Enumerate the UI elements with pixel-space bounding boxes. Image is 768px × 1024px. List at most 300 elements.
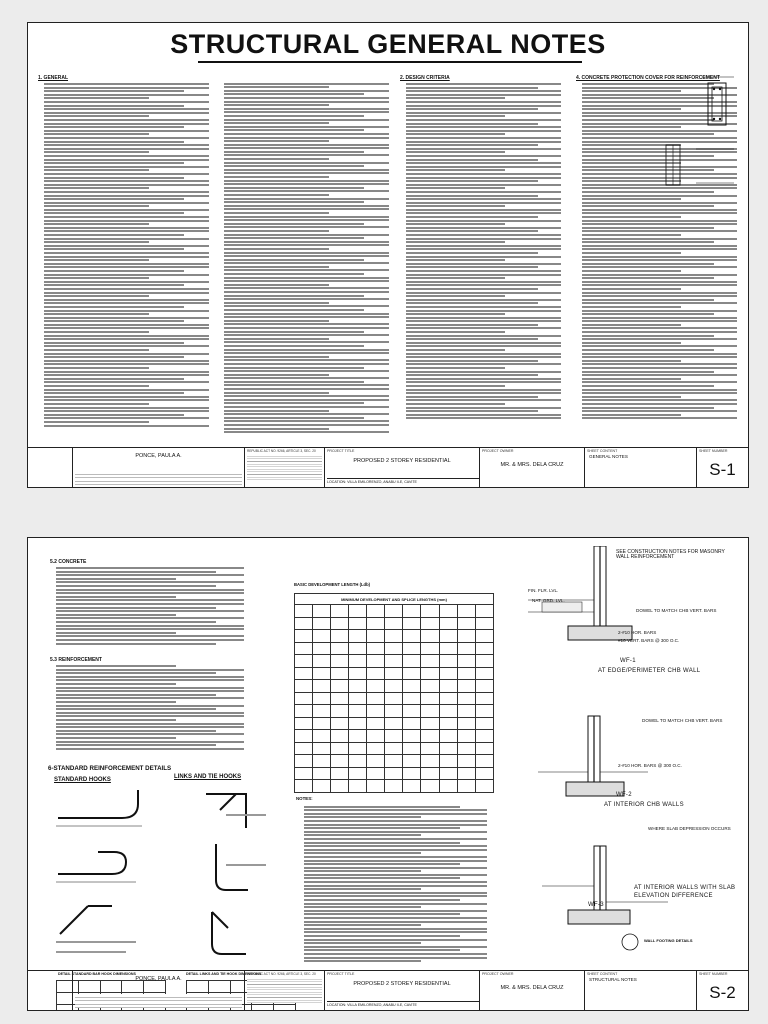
- fine-print-line: [224, 428, 329, 430]
- fine-print-line: [406, 205, 505, 207]
- table-cell: [313, 730, 331, 743]
- table-cell: [331, 755, 349, 768]
- table-cell: [367, 717, 385, 730]
- fine-print-line: [56, 708, 216, 710]
- table-cell: [475, 667, 493, 680]
- fine-print-line: [406, 177, 561, 179]
- table-cell: [349, 692, 367, 705]
- fine-print-line: [582, 313, 714, 315]
- fine-print-line: [224, 420, 389, 422]
- fine-print-line: [582, 119, 714, 121]
- table-cell: [439, 692, 457, 705]
- fine-print-line: [582, 108, 681, 110]
- table-cell: [421, 767, 439, 780]
- fine-print-line: [56, 690, 244, 692]
- table-cell: [331, 717, 349, 730]
- fine-print-line: [582, 356, 737, 358]
- fine-print-line: [406, 141, 561, 143]
- fine-print-line: [56, 697, 244, 699]
- fine-print-line: [44, 417, 209, 419]
- fine-print-line: [224, 280, 389, 282]
- table-cell: [475, 642, 493, 655]
- fine-print-line: [224, 302, 329, 304]
- table-cell: [367, 755, 385, 768]
- fine-print-line: [44, 148, 209, 150]
- fine-print-line: [224, 216, 389, 218]
- fine-print-line: [224, 359, 389, 361]
- table-cell: [295, 780, 313, 793]
- table-cell: [457, 705, 475, 718]
- table-cell: [367, 642, 385, 655]
- fine-print-line: [44, 248, 184, 250]
- fine-print-line: [224, 226, 389, 228]
- table-cell: [331, 730, 349, 743]
- fine-print-line: [406, 299, 561, 301]
- fine-print-line: [224, 165, 364, 167]
- table-cell: [421, 630, 439, 643]
- development-length-table: [294, 593, 494, 793]
- fine-print-line: [224, 212, 329, 214]
- table-cell: [331, 617, 349, 630]
- wf2-caption: AT INTERIOR CHB WALLS: [604, 802, 684, 808]
- fine-print-line: [44, 371, 209, 373]
- fine-print-line: [56, 719, 176, 721]
- fine-print-line: [406, 151, 505, 153]
- fine-print-line: [304, 881, 487, 883]
- fine-print-line: [582, 367, 737, 369]
- fine-print-line: [224, 345, 364, 347]
- table-cell: [457, 730, 475, 743]
- fine-print-line: [406, 180, 538, 182]
- table-cell: [457, 617, 475, 630]
- fine-print-line: [224, 316, 389, 318]
- fine-print-line: [56, 589, 244, 591]
- fine-print-line: [406, 245, 561, 247]
- fine-print-line: [304, 939, 487, 941]
- general-notes-column-1: [38, 73, 213, 443]
- concrete-legend-title: 5.2 CONCRETE: [50, 559, 87, 565]
- table-cell: [421, 642, 439, 655]
- fine-print-line: [44, 241, 149, 243]
- fine-print-line: [224, 205, 389, 207]
- table-cell: [367, 617, 385, 630]
- table-cell: [403, 742, 421, 755]
- fine-print-line: [224, 395, 389, 397]
- fine-print-line: [406, 83, 561, 85]
- fine-print-line: [44, 378, 184, 380]
- fine-print-line: [44, 227, 209, 229]
- fine-print-line: [44, 374, 209, 376]
- fine-print-line: [56, 748, 244, 750]
- fine-print-line: [224, 262, 389, 264]
- fine-print-line: [56, 669, 244, 671]
- fine-print-line: [406, 374, 538, 376]
- table-cell: [403, 717, 421, 730]
- table-cell: [385, 655, 403, 668]
- fine-print-line: [304, 838, 487, 840]
- fine-print-line: [582, 327, 737, 329]
- fine-print-line: [44, 288, 209, 290]
- fine-print-line: [224, 172, 389, 174]
- table-cell: [421, 667, 439, 680]
- wf1-label: WF-1: [620, 658, 636, 664]
- table-cell: [457, 642, 475, 655]
- fine-print-line: [224, 104, 329, 106]
- fine-print-line: [224, 309, 364, 311]
- table-cell: [331, 780, 349, 793]
- fine-print-line: [44, 112, 209, 114]
- table-cell: [475, 755, 493, 768]
- table-cell: [457, 630, 475, 643]
- fine-print-line: [224, 295, 364, 297]
- fine-print-line: [44, 367, 149, 369]
- fine-print-line: [304, 946, 487, 948]
- fine-print-line: [406, 288, 538, 290]
- engineer-name: PONCE, PAULA A.: [135, 976, 182, 982]
- fine-print-line: [224, 384, 389, 386]
- tb-content: [585, 971, 697, 1010]
- table-cell: [349, 667, 367, 680]
- table-cell: [439, 730, 457, 743]
- fine-print-line: [224, 248, 329, 250]
- fine-print-line: [304, 849, 487, 851]
- table-cell: [439, 742, 457, 755]
- table-cell: [349, 605, 367, 618]
- fine-print-line: [406, 184, 561, 186]
- fine-print-line: [44, 141, 184, 143]
- table-cell: [349, 767, 367, 780]
- fine-print-line: [406, 263, 561, 265]
- table-cell: [313, 705, 331, 718]
- bars-label-1: 2-#10 HOR. BARS: [618, 630, 657, 635]
- sheet-title: STRUCTURAL GENERAL NOTES: [170, 29, 606, 59]
- table-cell: [331, 742, 349, 755]
- fine-print-line: [224, 237, 364, 239]
- project-location: LOCATION: VILLA EMILORENZO, ANABU II-E, CAVITE: [327, 1001, 479, 1007]
- table-cell: [421, 730, 439, 743]
- fine-print-line: [582, 97, 714, 99]
- fine-print-line: [304, 921, 487, 923]
- fine-print-line: [406, 209, 561, 211]
- fine-print-line: [406, 223, 505, 225]
- fine-print-line: [582, 399, 737, 401]
- fine-print-line: [56, 723, 244, 725]
- fine-print-line: [406, 345, 561, 347]
- fine-print-line: [56, 672, 216, 674]
- fine-print-line: [44, 317, 209, 319]
- ngl-label: NAT. GRD. LVL.: [532, 598, 565, 603]
- fine-print-line: [44, 101, 209, 103]
- fine-print-line: [224, 137, 389, 139]
- fine-print-line: [304, 845, 487, 847]
- cover-detail-sketch: [700, 73, 736, 133]
- fine-print-line: [304, 834, 421, 836]
- fine-print-line: [44, 360, 209, 362]
- fine-print-line: [406, 327, 561, 329]
- fine-print-line: [56, 712, 244, 714]
- fine-print-line: [406, 417, 561, 419]
- table-cell: [403, 605, 421, 618]
- fine-print-line: [406, 187, 505, 189]
- callout-masonry-wall: SEE CONSTRUCTION NOTES FOR MASONRY WALL REINFORCEMENT: [616, 549, 725, 560]
- tb-sheetno: [697, 971, 748, 1010]
- fine-print-line: [224, 370, 389, 372]
- fine-print-line: [44, 292, 209, 294]
- fine-print-line: [224, 259, 364, 261]
- fine-print-line: [406, 320, 561, 322]
- fine-print-line: [406, 191, 561, 193]
- fine-print-line: [44, 407, 209, 409]
- fine-print-line: [224, 190, 389, 192]
- fine-print-line: [44, 256, 209, 258]
- legal-fine-print: [247, 977, 322, 1003]
- main-table-title: MINIMUM DEVELOPMENT AND SPLICE LENGTHS (mm): [295, 594, 494, 605]
- fine-print-line: [56, 617, 244, 619]
- fine-print-line: [56, 639, 244, 641]
- fine-print-line: [406, 248, 561, 250]
- table-cell: [439, 667, 457, 680]
- fine-print-line: [406, 119, 561, 121]
- fine-print-line: [406, 338, 538, 340]
- fine-print-line: [224, 363, 389, 365]
- fine-print-line: [44, 202, 209, 204]
- fine-print-line: [224, 388, 389, 390]
- fine-print-line: [406, 87, 538, 89]
- fine-print-line: [582, 342, 681, 344]
- fine-print-line: [44, 119, 209, 121]
- fine-print-line: [44, 195, 209, 197]
- table-cell: [385, 680, 403, 693]
- fine-print-line: [56, 733, 244, 735]
- fine-print-line: [56, 625, 244, 627]
- hook-table-caption: DETAIL STANDARD BAR HOOK DIMENSIONS: [58, 972, 136, 976]
- fine-print-line: [406, 144, 538, 146]
- table-cell: [421, 705, 439, 718]
- fine-print-line: [44, 363, 209, 365]
- fine-print-line: [406, 385, 505, 387]
- table-cell: [403, 692, 421, 705]
- fine-print-line: [304, 863, 460, 865]
- fine-print-line: [406, 360, 538, 362]
- fine-print-line: [582, 338, 737, 340]
- fine-print-line: [406, 414, 561, 416]
- wf2-label: WF-2: [616, 792, 632, 798]
- table-cell: [475, 692, 493, 705]
- table-cell: [295, 730, 313, 743]
- fine-print-line: [406, 342, 561, 344]
- fine-print-line: [224, 176, 329, 178]
- fine-print-line: [582, 381, 737, 383]
- fine-print-line: [44, 270, 184, 272]
- table-cell: [385, 692, 403, 705]
- engineer-name: PONCE, PAULA A.: [135, 453, 182, 459]
- table-cell: [313, 680, 331, 693]
- table-cell: [385, 642, 403, 655]
- table-cell: [349, 717, 367, 730]
- concrete-legend: [50, 560, 250, 660]
- fine-print-line: [56, 614, 176, 616]
- fine-print-line: [224, 194, 329, 196]
- fine-print-line: [44, 187, 149, 189]
- fine-print-line: [406, 396, 538, 398]
- fine-print-line: [56, 737, 176, 739]
- table-cell: [367, 705, 385, 718]
- fine-print-line: [224, 356, 329, 358]
- reinf-legend-title: 5.3 REINFORCEMENT: [50, 657, 102, 663]
- fine-print-line: [304, 906, 421, 908]
- table-cell: [439, 617, 457, 630]
- fine-print-line: [304, 860, 487, 862]
- table-cell: [385, 767, 403, 780]
- table-cell: [385, 742, 403, 755]
- fine-print-line: [224, 277, 389, 279]
- table-cell: [457, 742, 475, 755]
- table-cell: [475, 767, 493, 780]
- fine-print-line: [224, 86, 329, 88]
- fine-print-line: [406, 256, 561, 258]
- fine-print-line: [56, 741, 244, 743]
- table-cell: [385, 780, 403, 793]
- table-cell: [403, 705, 421, 718]
- table-cell: [475, 680, 493, 693]
- table-cell: [367, 767, 385, 780]
- fine-print-line: [406, 123, 538, 125]
- table-cell: [439, 655, 457, 668]
- table-cell: [457, 780, 475, 793]
- table-cell: [403, 617, 421, 630]
- fine-print-line: [406, 324, 538, 326]
- fine-print-line: [224, 158, 329, 160]
- fine-print-line: [44, 266, 209, 268]
- fine-print-line: [304, 813, 487, 815]
- fine-print-line: [304, 885, 487, 887]
- fine-print-line: [582, 335, 714, 337]
- wall-footing-details-title: WALL FOOTING DETAILS: [644, 938, 693, 943]
- fine-print-line: [582, 317, 737, 319]
- table-cell: [367, 680, 385, 693]
- project-title: PROPOSED 2 STOREY RESIDENTIAL: [353, 458, 451, 464]
- fine-print-line: [224, 431, 389, 433]
- table-cell: [313, 767, 331, 780]
- fine-print-line: [224, 287, 389, 289]
- fine-print-line: [406, 281, 561, 283]
- table-cell: [331, 630, 349, 643]
- fine-print-line: [56, 571, 216, 573]
- fine-print-line: [224, 410, 329, 412]
- fine-print-line: [582, 83, 714, 85]
- fine-print-line: [406, 198, 561, 200]
- table-cell: [295, 617, 313, 630]
- fine-print-line: [44, 238, 209, 240]
- table-cell: [349, 755, 367, 768]
- fine-print-line: [44, 184, 209, 186]
- engineer-info-lines: [75, 471, 242, 485]
- fine-print-line: [56, 581, 244, 583]
- fine-print-line: [44, 137, 209, 139]
- fine-print-line: [44, 392, 184, 394]
- table-cell: [295, 755, 313, 768]
- fine-print-line: [406, 270, 561, 272]
- table-cell: [421, 717, 439, 730]
- table-cell: [331, 642, 349, 655]
- fine-print-line: [44, 284, 184, 286]
- title-block: [28, 970, 748, 1010]
- fine-print-line: [44, 130, 209, 132]
- fine-print-line: [406, 381, 561, 383]
- fine-print-line: [406, 277, 505, 279]
- fine-print-line: [304, 870, 421, 872]
- fine-print-line: [304, 877, 460, 879]
- tb-project: [325, 971, 480, 1010]
- fine-print-line: [56, 610, 244, 612]
- fine-print-line: [406, 371, 561, 373]
- fine-print-line: [56, 676, 244, 678]
- fine-print-line: [224, 111, 389, 113]
- fine-print-line: [304, 816, 421, 818]
- fine-print-line: [44, 94, 209, 96]
- table-cell: [385, 617, 403, 630]
- table-cell: [367, 730, 385, 743]
- fine-print-line: [304, 874, 487, 876]
- fine-print-line: [224, 244, 389, 246]
- sheet-s2: [27, 537, 749, 1011]
- fine-print-line: [224, 234, 389, 236]
- table-cell: [457, 692, 475, 705]
- fine-print-line: [582, 414, 681, 416]
- table-cell: [367, 742, 385, 755]
- table-cell: [331, 692, 349, 705]
- fine-print-line: [44, 302, 209, 304]
- fine-print-line: [224, 108, 389, 110]
- fine-print-line: [44, 90, 184, 92]
- fine-print-line: [44, 399, 209, 401]
- fine-print-line: [44, 205, 149, 207]
- design-criteria-column: [400, 73, 565, 443]
- fine-print-line: [406, 252, 538, 254]
- table-cell: [385, 630, 403, 643]
- fine-print-line: [44, 425, 209, 427]
- fine-print-line: [224, 162, 389, 164]
- fine-print-line: [44, 230, 209, 232]
- table-cell: [367, 667, 385, 680]
- fine-print-line: [224, 252, 389, 254]
- wf3-caption: AT INTERIOR WALLS WITH SLAB ELEVATION DIFFERENCE: [634, 885, 736, 899]
- fine-print-line: [44, 421, 149, 423]
- fine-print-line: [224, 169, 389, 171]
- fine-print-line: [44, 331, 149, 333]
- table-cell: [349, 655, 367, 668]
- fine-print-line: [304, 892, 487, 894]
- fine-print-line: [224, 298, 389, 300]
- fine-print-line: [224, 151, 364, 153]
- fine-print-line: [582, 353, 737, 355]
- fine-print-line: [44, 83, 209, 85]
- table-cell: [421, 742, 439, 755]
- tb-content: [585, 448, 697, 487]
- table-cell: [331, 767, 349, 780]
- fine-print-line: [44, 155, 209, 157]
- fine-print-line: [224, 241, 389, 243]
- fine-print-line: [304, 888, 421, 890]
- table-cell: [313, 755, 331, 768]
- fine-print-line: [406, 331, 505, 333]
- fine-print-line: [44, 396, 209, 398]
- reinforcement-legend: [50, 658, 250, 768]
- column-section-sketch: [646, 143, 736, 303]
- table-cell: [349, 630, 367, 643]
- sheet-number: S-2: [709, 983, 736, 1002]
- standard-hooks-title: STANDARD HOOKS: [54, 777, 111, 783]
